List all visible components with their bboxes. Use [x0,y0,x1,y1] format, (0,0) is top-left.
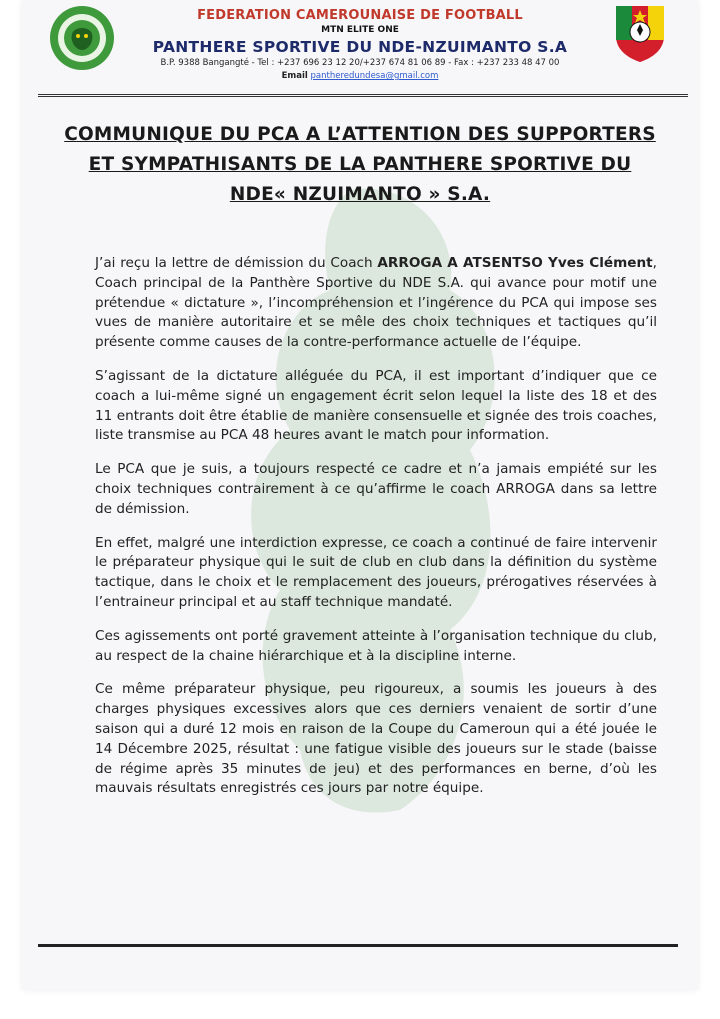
letterhead [120,8,600,83]
document-body [95,254,657,813]
document-title: COMMUNIQUE DU PCA A L’ATTENTION DES SUPPORTERS ET SYMPATHISANTS DE LA PANTHERE SPORTIVE DU NDE« NZUIMANTO » S.A. [64,124,656,205]
coach-name: ARROGA A ATSENTSO Yves Clément [377,255,653,271]
paragraph-5: Ces agissements ont porté gravement atteinte à l’organisation technique du club, au respect de la chaine hiérarchique et à la discipline interne. [95,627,657,664]
paragraph-6: Ce même préparateur physique, peu rigoureux, a soumis les joueurs à des charges physiques excessives alors que ces derniers venaient de sortir d’une saison qui a duré 12 mois en raison de la Coupe du Cameroun qui a été jouée le 14 Décembre 2025, résultat : une fatigue visible des joueurs sur le stade (baisse de régime après 35 minutes de jeu) et des performances en berne, d’où les mauvais résultats enregistrés ces jours par notre équipe. [95,681,657,797]
paragraph-1-intro: J’ai reçu la lettre de démission du Coach [95,255,378,271]
club-crest-icon [48,4,116,72]
contact-line: B.P. 9388 Bangangté - Tel : +237 696 23 12 20/+237 674 81 06 89 - Fax : +237 233 48 47 00 [160,58,560,68]
club-name: PANTHERE SPORTIVE DU NDE-NZUIMANTO S.A [152,38,568,56]
paragraph-3: Le PCA que je suis, a toujours respecté ce cadre et n’a jamais empiété sur les choix techniques contrairement à ce qu’affirme le coach ARROGA dans sa lettre de démission. [95,461,657,517]
league-name: MTN ELITE ONE [321,25,399,35]
paragraph-1-rest: , Coach principal de la Panthère Sportive du NDE S.A. qui avance pour motif une prétendue « dictature », l’incompréhension et l’ingérence du PCA qui impose ses vues de manière autoritaire et se mêle des choix techniques et tactiques qu’il présente comme causes de la contre-performance actuelle de l’équipe. [95,255,657,351]
email-label: Email [281,71,308,81]
paragraph-1 [95,254,657,353]
federation-shield-icon [612,2,668,64]
paragraph-4: En effet, malgré une interdiction expresse, ce coach a continué de faire intervenir le préparateur physique qui le suit de club en club dans la définition du système tactique, dans le choix et le remplacement des joueurs, prérogatives réservées à l’entraineur principal et au staff technique mandaté. [95,534,657,610]
federation-name: FEDERATION CAMEROUNAISE DE FOOTBALL [197,8,523,23]
email-link[interactable]: pantheredundesa@gmail.com [310,71,439,81]
email-row [120,70,600,83]
footer-divider [38,944,678,947]
header-divider [38,94,688,97]
paragraph-2: S’agissant de la dictature alléguée du PCA, il est important d’indiquer que ce coach a lui-même signé un engagement écrit selon lequel la liste des 18 et des 11 entrants doit être établie de manière consensuelle et signée des trois coaches, liste transmise au PCA 48 heures avant le match pour information. [95,367,657,444]
